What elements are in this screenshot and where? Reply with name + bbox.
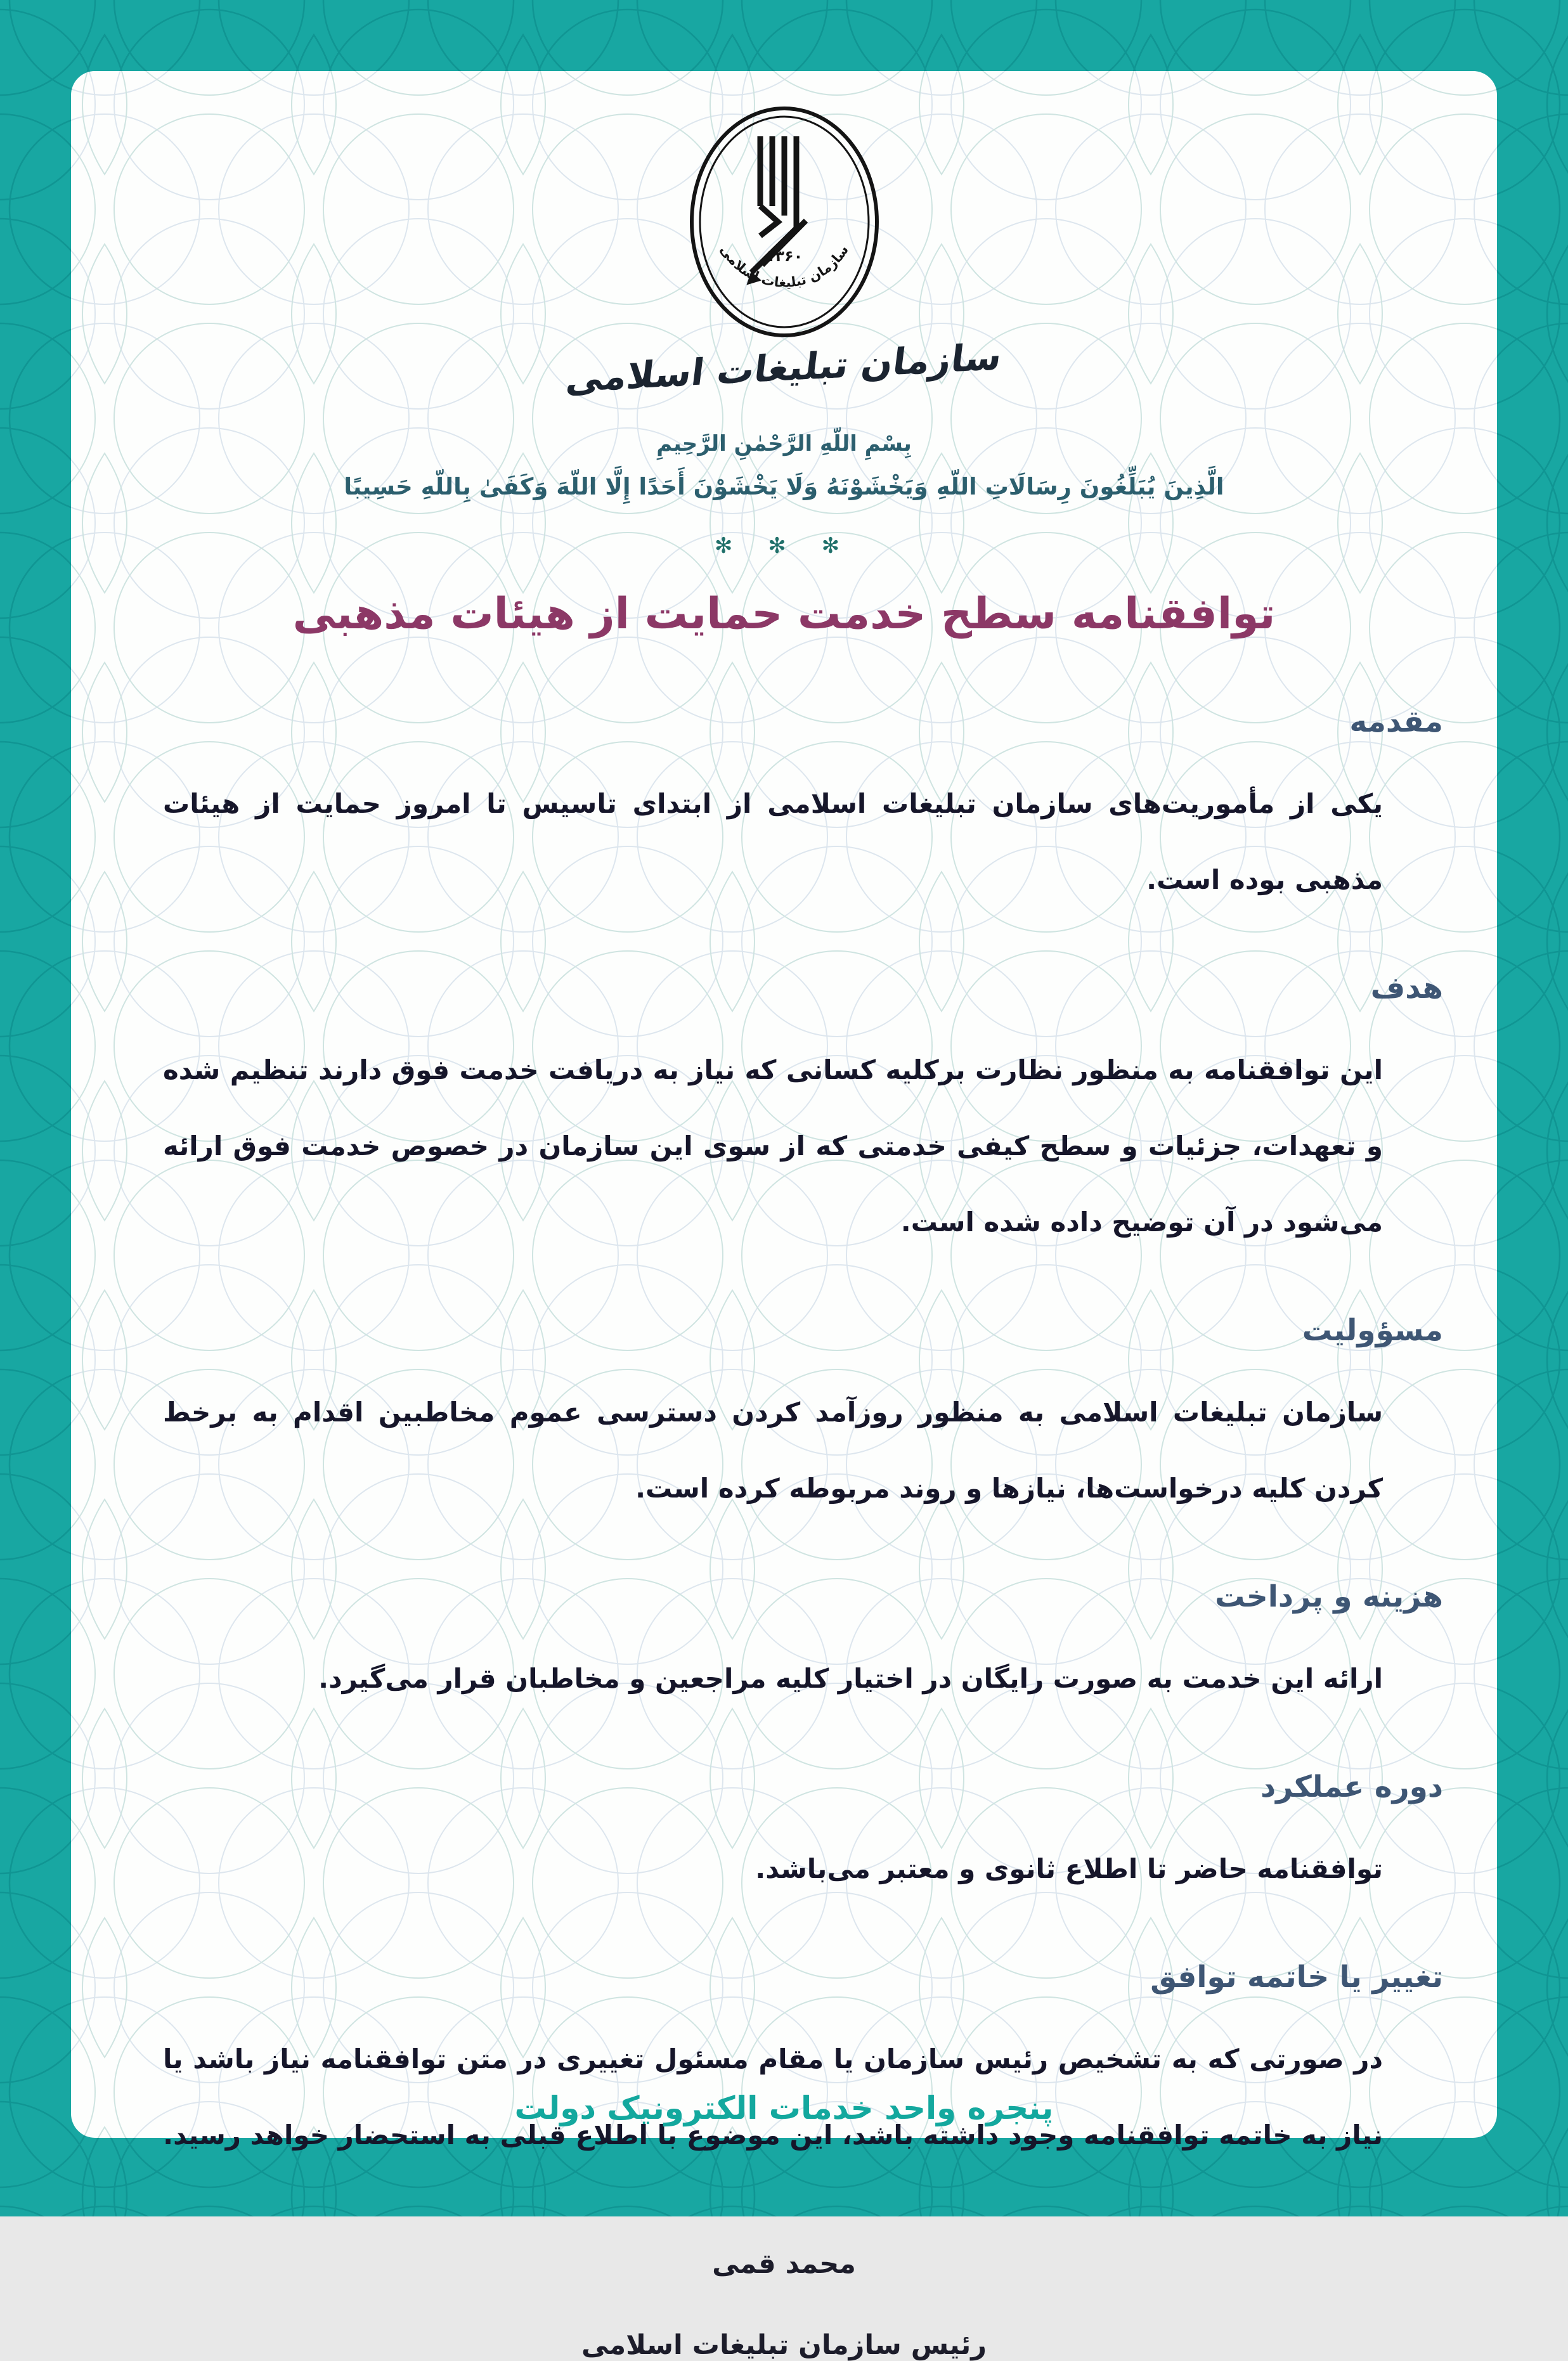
section-heading: مسؤولیت [1302, 1313, 1443, 1348]
emblem-year: ۱۳۶۰ [765, 247, 803, 265]
section-body: سازمان تبلیغات اسلامی به منظور روزآمد کردن دسترسی عموم مخاطبین اقدام به برخط کردن کلیه درخواست‌ها، نیازها و روند مربوطه کرده است. [163, 1397, 1383, 1504]
content-area [71, 71, 1497, 2361]
section-cost-payment [125, 1575, 1443, 1717]
quran-verse-text: الَّذِينَ يُبَلِّغُونَ رِسَالَاتِ اللّهِ وَيَخْشَوْنَهُ وَلَا يَخْشَوْنَ أَحَدًا إِلَّا اللّهَ وَكَفَىٰ بِاللّهِ حَسِيبًا [344, 473, 1224, 500]
org-calligraphy-signature: سازمان تبلیغات اسلامی [564, 335, 1004, 401]
section-body: یکی از مأموریت‌های سازمان تبلیغات اسلامی از ابتدای تاسیس تا امروز حمایت از هیئات مذهبی بوده است. [163, 788, 1383, 895]
section-introduction [125, 700, 1443, 918]
signatory-role: رئیس سازمان تبلیغات اسلامی [581, 2329, 987, 2361]
section-goal [125, 966, 1443, 1260]
section-heading: مقدمه [1349, 704, 1443, 739]
sections-list [71, 700, 1497, 2173]
section-heading: هدف [1370, 971, 1443, 1006]
organization-emblem-logo [683, 101, 886, 342]
document-title: توافقنامه سطح خدمت حمایت از هیئات مذهبی [292, 589, 1276, 639]
section-performance-period [125, 1765, 1443, 1907]
bismillah-text: بِسْمِ اللّهِ الرَّحْمٰنِ الرَّحِيمِ [656, 431, 912, 456]
section-body: ارائه این خدمت به صورت رایگان در اختیار کلیه مراجعین و مخاطبان قرار می‌گیرد. [318, 1663, 1383, 1694]
section-body: توافقنامه حاضر تا اطلاع ثانوی و معتبر می‌باشد. [755, 1853, 1383, 1884]
signature-block [71, 2248, 1497, 2361]
section-change-termination [125, 1955, 1443, 2173]
footer-service-window-label: پنجره واحد خدمات الکترونیک دولت [514, 2090, 1054, 2126]
section-responsibility [125, 1309, 1443, 1527]
signatory-name: محمد قمی [712, 2248, 856, 2280]
flower-asterisk-ornament: ✻ ✻ ✻ [714, 533, 854, 559]
section-body: در صورتی که به تشخیص رئیس سازمان یا مقام مسئول تغییری در متن توافقنامه نیاز باشد یا نیاز به خاتمه توافقنامه وجود داشته باشد، این موضوع با اطلاع قبلی به استحضار خواهد رسید. [163, 2043, 1383, 2151]
section-heading: هزینه و پرداخت [1215, 1579, 1443, 1614]
section-heading: دوره عملکرد [1260, 1769, 1443, 1804]
emblem-org-name-curved: سازمان تبلیغات اسلامی [716, 242, 852, 290]
section-body: این توافقنامه به منظور نظارت برکلیه کسانی که نیاز به دریافت خدمت فوق دارند تنظیم شده و تعهدات، جزئیات و سطح کیفی خدمتی که از سوی این سازمان در خصوص خدمت فوق ارائه می‌شود در آن توضیح داده شده است. [163, 1054, 1383, 1238]
section-heading: تغییر یا خاتمه توافق [1150, 1960, 1443, 1995]
